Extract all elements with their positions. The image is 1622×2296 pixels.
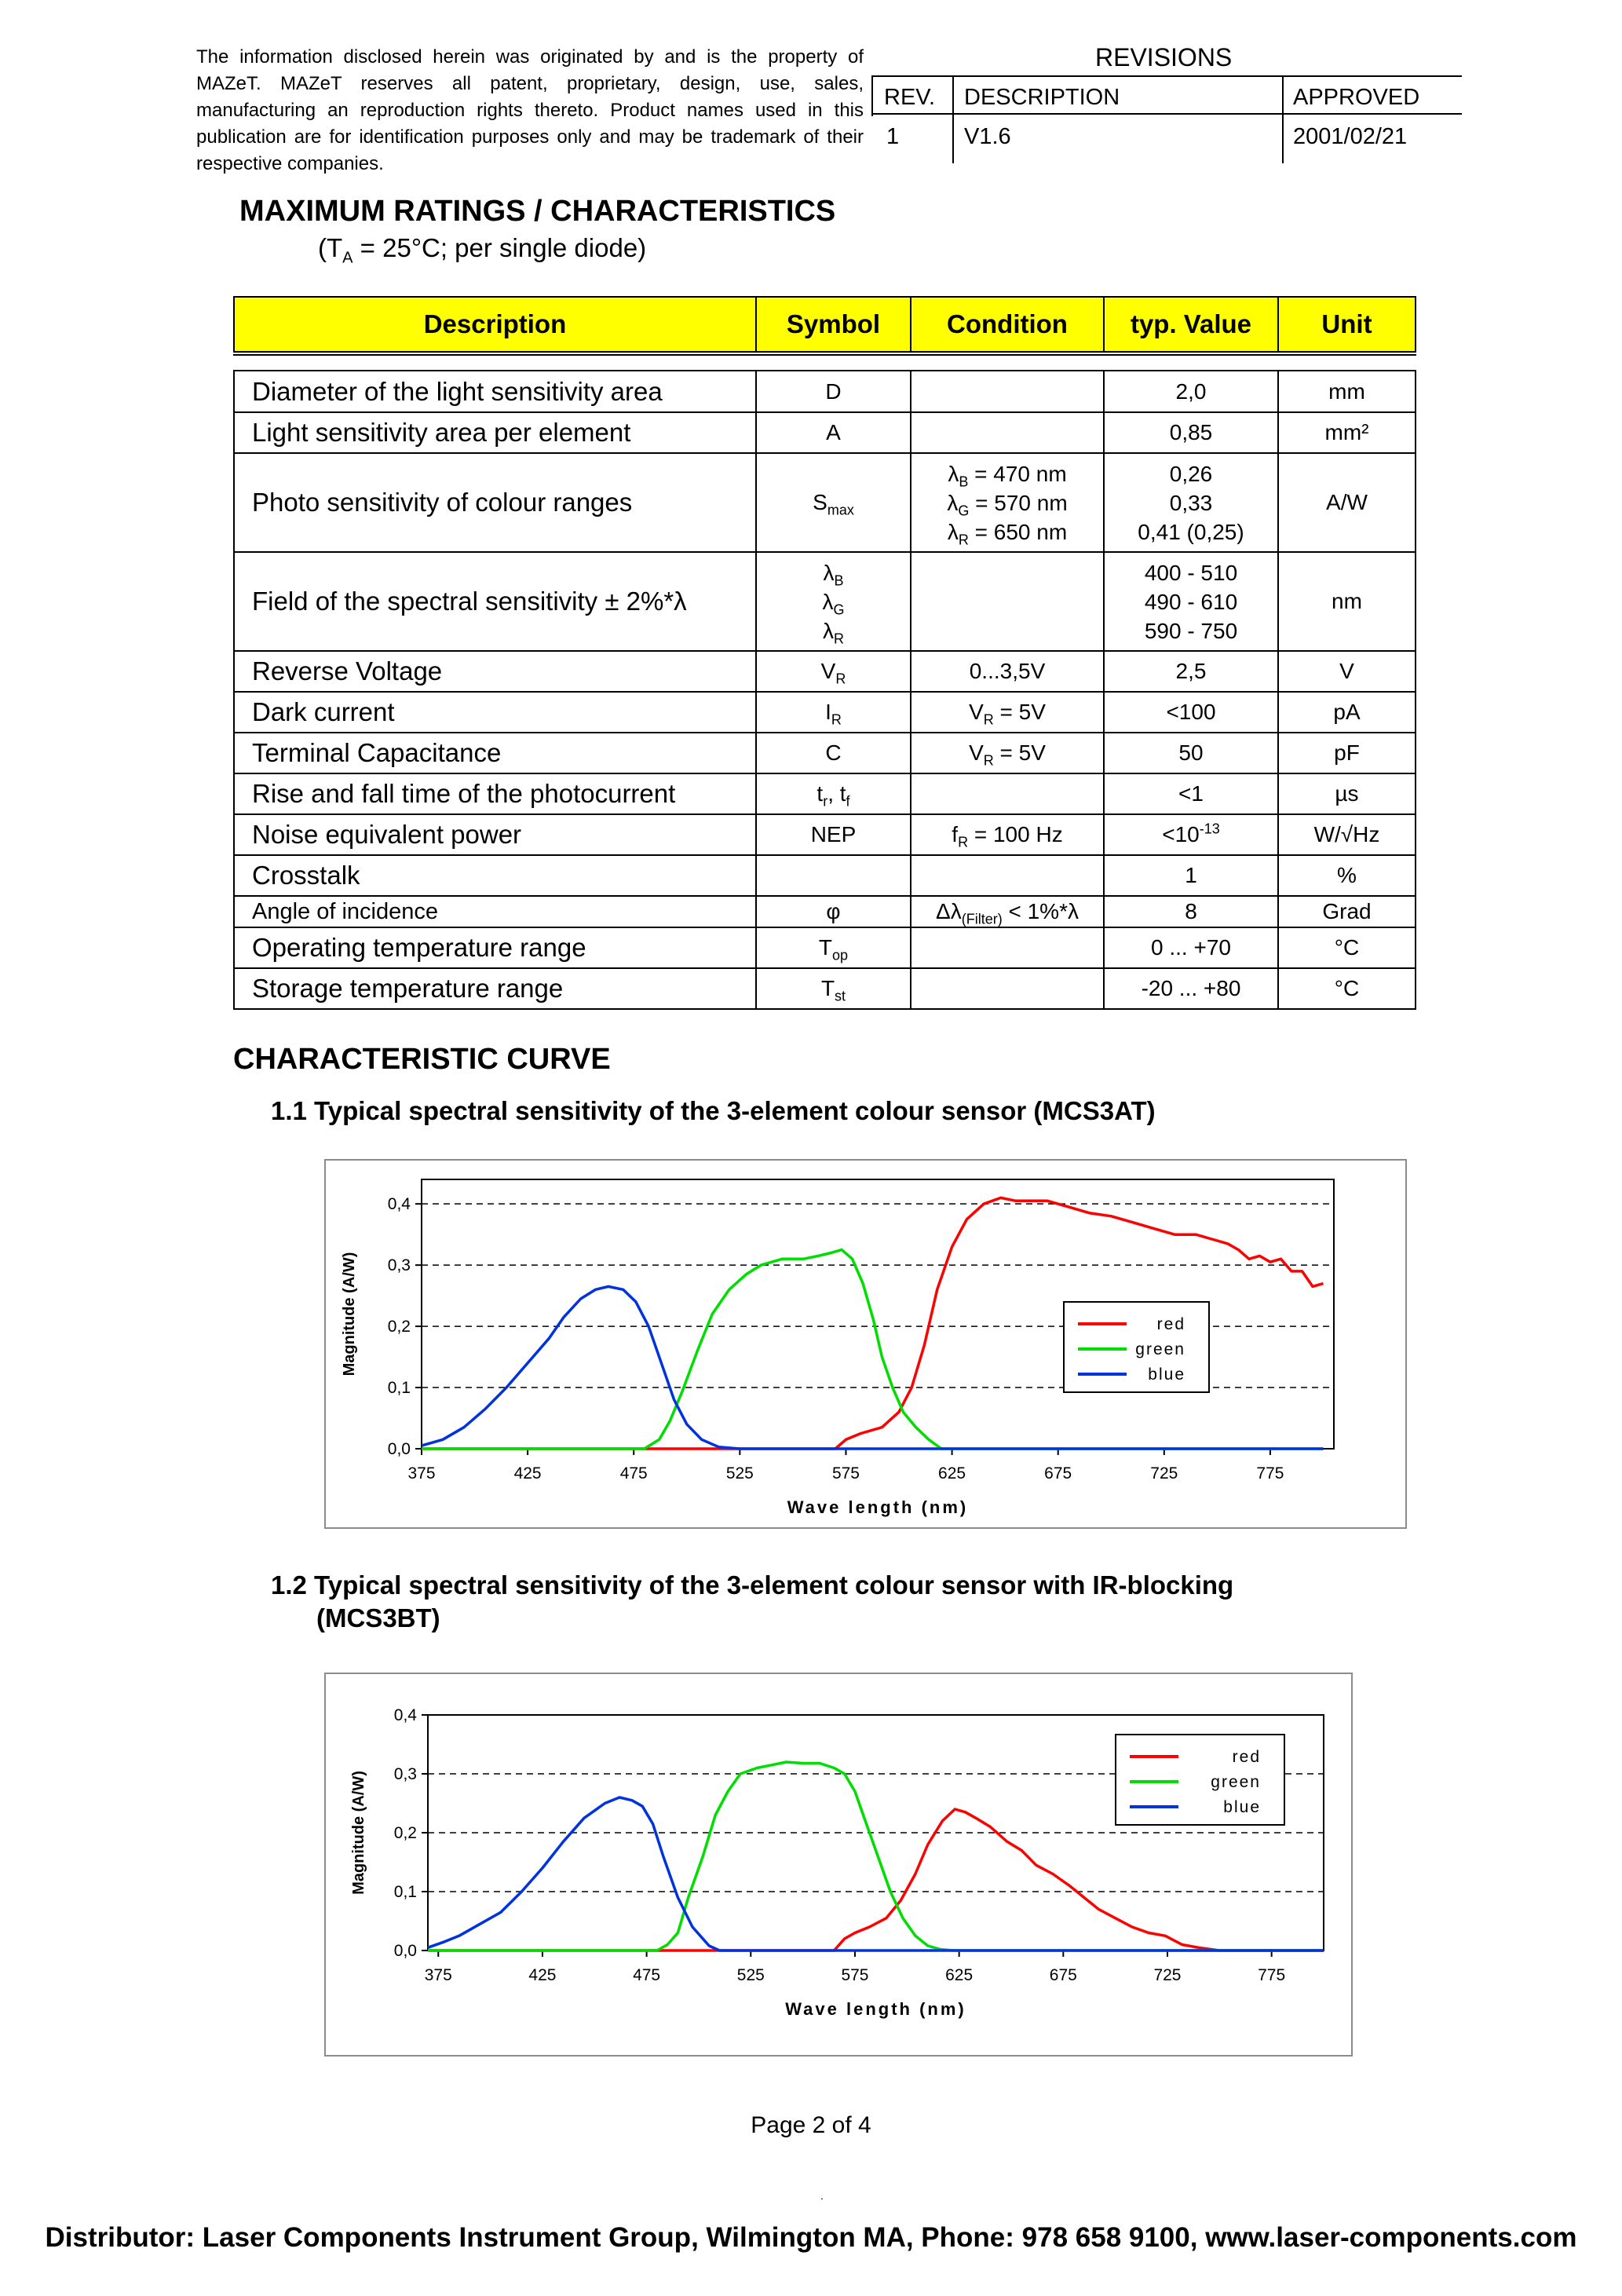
row-unit: mm² [1278, 412, 1416, 453]
table-row [234, 896, 1416, 927]
chart2-frame [324, 1673, 1353, 2057]
legend-label-red: red [1156, 1315, 1185, 1333]
revisions-approved-value: 2001/02/21 [1293, 124, 1408, 149]
row-condition: $V_R = 5V$ [911, 692, 1104, 733]
revisions-header-description: DESCRIPTION [964, 85, 1120, 110]
chart1-frame [324, 1159, 1407, 1529]
row-unit: mm [1278, 371, 1416, 412]
row-unit: °C [1278, 968, 1416, 1009]
x-tick-label: 425 [528, 1966, 557, 1984]
row-condition: $\lambda_B = 470$ nm $\lambda_G = 570$ nm $\lambda_R = 650$ nm [911, 453, 1104, 552]
header-unit: Unit [1278, 297, 1416, 353]
max-ratings-title: MAXIMUM RATINGS / CHARACTERISTICS [239, 195, 836, 228]
row-unit: Grad [1278, 896, 1416, 927]
row-condition [911, 773, 1104, 814]
row-unit: W/√Hz [1278, 814, 1416, 855]
x-tick-label: 775 [1256, 1464, 1284, 1483]
row-symbol: C [756, 733, 911, 773]
characteristic-curve-title: CHARACTERISTIC CURVE [233, 1043, 611, 1076]
row-value: <1 [1104, 773, 1278, 814]
row-condition [911, 968, 1104, 1009]
x-tick-label: 575 [831, 1464, 860, 1483]
revisions-divider-1 [952, 75, 954, 163]
x-tick-label: 725 [1153, 1966, 1182, 1984]
table-row [234, 773, 1416, 814]
row-condition [911, 412, 1104, 453]
row-description: Crosstalk [234, 855, 756, 896]
table-row [234, 371, 1416, 412]
revisions-divider-2 [1282, 75, 1284, 163]
table-row [234, 855, 1416, 896]
revisions-header-rule [871, 113, 1462, 115]
ratings-table [233, 296, 1416, 1010]
x-tick-label: 725 [1150, 1464, 1178, 1483]
y-tick-label: 0,0 [387, 1440, 411, 1458]
table-row [234, 692, 1416, 733]
row-value: 400 - 510 490 - 610 590 - 750 [1104, 552, 1278, 651]
revisions-left-rule [871, 75, 873, 116]
legend-label-green: green [1135, 1340, 1185, 1358]
header-symbol: Symbol [756, 297, 911, 353]
chart1-svg [326, 1161, 1405, 1527]
y-tick-label: 0,0 [393, 1942, 417, 1960]
revisions-title: REVISIONS [1095, 43, 1233, 71]
y-tick-label: 0,2 [393, 1824, 417, 1842]
ratings-header-row [234, 297, 1416, 353]
row-description: Diameter of the light sensitivity area [234, 371, 756, 412]
x-tick-label: 675 [1044, 1464, 1072, 1483]
legend-label-blue: blue [1223, 1798, 1261, 1816]
x-tick-label: 525 [725, 1464, 754, 1483]
row-description: Terminal Capacitance [234, 733, 756, 773]
row-condition: $\Delta\lambda_{(Filter)} < 1\%*\lambda$ [911, 896, 1104, 927]
row-symbol: $t_r$, $t_f$ [756, 773, 911, 814]
row-value: 0,26 0,33 0,41 (0,25) [1104, 453, 1278, 552]
row-description: Field of the spectral sensitivity ± 2%*λ [234, 552, 756, 651]
row-description: Noise equivalent power [234, 814, 756, 855]
y-tick-label: 0,3 [393, 1765, 417, 1783]
revisions-top-rule [871, 75, 1462, 77]
row-value: 8 [1104, 896, 1278, 927]
x-tick-label: 625 [945, 1966, 974, 1984]
row-value: $<10^{-13}$ [1104, 814, 1278, 855]
row-description: Operating temperature range [234, 927, 756, 968]
row-condition [911, 371, 1104, 412]
table-row [234, 733, 1416, 773]
legend-label-green: green [1211, 1773, 1261, 1791]
row-description: Reverse Voltage [234, 651, 756, 692]
header-condition: Condition [911, 297, 1104, 353]
row-symbol: $T_{st}$ [756, 968, 911, 1009]
table-row [234, 814, 1416, 855]
row-symbol: $T_{op}$ [756, 927, 911, 968]
row-condition: $f_R = 100$ Hz [911, 814, 1104, 855]
row-value: 2,0 [1104, 371, 1278, 412]
row-symbol: $V_R$ [756, 651, 911, 692]
row-value: 50 [1104, 733, 1278, 773]
row-description: Light sensitivity area per element [234, 412, 756, 453]
row-description: Angle of incidence [234, 896, 756, 927]
chart1-title: 1.1 Typical spectral sensitivity of the 3-element colour sensor (MCS3AT) [271, 1096, 1156, 1125]
table-row [234, 968, 1416, 1009]
chart2-title: 1.2 Typical spectral sensitivity of the 3-element colour sensor with IR-blocking (MCS3BT) [271, 1570, 1234, 1632]
table-spacer [234, 353, 1416, 371]
table-row [234, 552, 1416, 651]
x-tick-label: 525 [736, 1966, 765, 1984]
row-condition: 0...3,5V [911, 651, 1104, 692]
row-value: 2,5 [1104, 651, 1278, 692]
table-row [234, 927, 1416, 968]
row-symbol: NEP [756, 814, 911, 855]
x-tick-label: 775 [1258, 1966, 1286, 1984]
row-value: <100 [1104, 692, 1278, 733]
row-symbol: $S_{max}$ [756, 453, 911, 552]
table-row [234, 453, 1416, 552]
row-value: 1 [1104, 855, 1278, 896]
y-tick-label: 0,4 [393, 1706, 417, 1724]
row-symbol: $\lambda_B$ $\lambda_G$ $\lambda_R$ [756, 552, 911, 651]
legend-label-red: red [1232, 1748, 1261, 1766]
row-value: -20 ... +80 [1104, 968, 1278, 1009]
row-condition: $V_R = 5V$ [911, 733, 1104, 773]
y-axis-label: Magnitude (A/W) [341, 1252, 358, 1377]
row-value: 0 ... +70 [1104, 927, 1278, 968]
legend-label-blue: blue [1148, 1366, 1185, 1384]
page-number: Page 2 of 4 [751, 2112, 871, 2138]
x-tick-label: 675 [1049, 1966, 1077, 1984]
table-row [234, 651, 1416, 692]
row-condition [911, 552, 1104, 651]
x-tick-label: 625 [938, 1464, 966, 1483]
row-unit: nm [1278, 552, 1416, 651]
revisions-header-approved: APPROVED [1293, 85, 1420, 110]
y-tick-label: 0,4 [387, 1195, 411, 1214]
row-condition [911, 855, 1104, 896]
row-symbol: φ [756, 896, 911, 927]
row-unit: pF [1278, 733, 1416, 773]
header-description: Description [234, 297, 756, 353]
row-unit: % [1278, 855, 1416, 896]
row-symbol [756, 855, 911, 896]
row-unit: V [1278, 651, 1416, 692]
row-symbol: D [756, 371, 911, 412]
table-row [234, 412, 1416, 453]
x-tick-label: 425 [513, 1464, 542, 1483]
revisions-header-rev: REV. [884, 85, 936, 110]
y-tick-label: 0,3 [387, 1256, 411, 1275]
row-condition [911, 927, 1104, 968]
row-unit: pA [1278, 692, 1416, 733]
footer-dot: . [820, 2189, 824, 2202]
x-tick-label: 475 [633, 1966, 661, 1984]
y-tick-label: 0,1 [387, 1379, 411, 1398]
row-description: Storage temperature range [234, 968, 756, 1009]
row-unit: µs [1278, 773, 1416, 814]
row-description: Dark current [234, 692, 756, 733]
row-unit: °C [1278, 927, 1416, 968]
x-tick-label: 375 [424, 1966, 452, 1984]
header-typ-value: typ. Value [1104, 297, 1278, 353]
y-axis-label: Magnitude (A/W) [350, 1771, 367, 1895]
revisions-rev-value: 1 [886, 124, 900, 149]
y-tick-label: 0,1 [393, 1883, 417, 1901]
revisions-description-value: V1.6 [964, 124, 1011, 149]
x-axis-label: Wave length (nm) [785, 1999, 966, 2019]
x-axis-label: Wave length (nm) [787, 1497, 969, 1517]
row-description: Rise and fall time of the photocurrent [234, 773, 756, 814]
x-tick-label: 375 [407, 1464, 436, 1483]
row-unit: A/W [1278, 453, 1416, 552]
max-ratings-subtitle: ($T_A = 25^\circ C$; per single diode) [318, 233, 647, 267]
row-description: Photo sensitivity of colour ranges [234, 453, 756, 552]
row-symbol: $I_R$ [756, 692, 911, 733]
x-tick-label: 475 [619, 1464, 648, 1483]
y-tick-label: 0,2 [387, 1318, 411, 1336]
x-tick-label: 575 [841, 1966, 869, 1984]
disclaimer-text: The information disclosed herein was originated by and is the property of MAZeT. MAZeT reserves all patent, proprietary, design, use, sales, manufacturing an reproduction rights thereto. Product names used in this publication are for identification purposes only and may be trademark of their respective companies. [196, 46, 864, 174]
chart2-svg [326, 1674, 1351, 2055]
row-value: 0,85 [1104, 412, 1278, 453]
series-line-red [428, 1809, 1324, 1951]
distributor-line: Distributor: Laser Components Instrument Group, Wilmington MA, Phone: 978 658 9100, www.laser-components.com [45, 2222, 1577, 2253]
row-symbol: A [756, 412, 911, 453]
